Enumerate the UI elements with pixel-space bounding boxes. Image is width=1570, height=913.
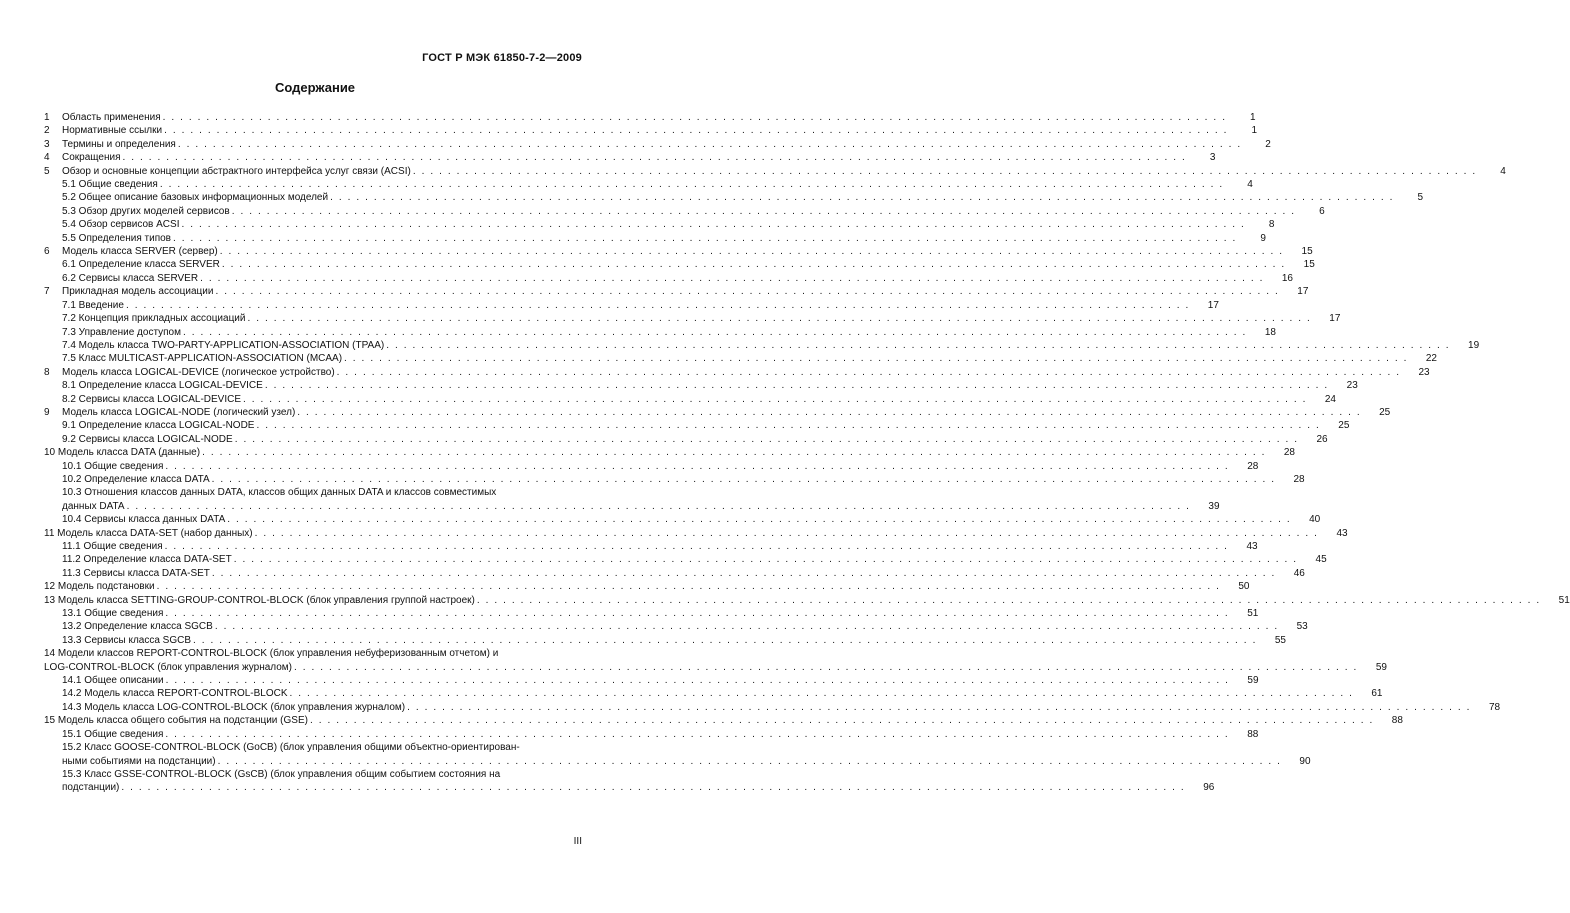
toc-entry-page: 43: [1246, 541, 1258, 552]
toc-entry-title: 5.1 Общие сведения: [62, 179, 158, 191]
toc-dot-leader: [290, 687, 1354, 700]
toc-entry-page: 39: [1208, 500, 1220, 512]
toc-entry-title: 5.4 Обзор сервисов ACSI: [62, 219, 180, 231]
toc-entry[interactable]: [44, 191, 1424, 204]
toc-dot-leader: [255, 527, 1319, 540]
toc-entry-title: 7.5 Класс MULTICAST-APPLICATION-ASSOCIATION (MCAA): [62, 353, 343, 365]
toc-entry[interactable]: [44, 527, 1348, 540]
toc-entry[interactable]: [44, 661, 1387, 674]
page-title: Содержание: [274, 80, 356, 95]
toc-entry-first-line: 15.3 Класс GSSE-CONTROL-BLOCK (GsCB) (блок управления общим событием состояния на: [62, 768, 501, 780]
toc-entry-title: 7.1 Введение: [62, 299, 124, 311]
document-header: ГОСТ Р МЭК 61850-7-2—2009: [422, 52, 582, 64]
toc-entry-title: Нормативные ссылки: [62, 125, 163, 137]
toc-dot-leader: [247, 312, 1311, 325]
toc-entry-title: 9.1 Определение класса LOGICAL-NODE: [62, 420, 255, 432]
toc-entry-title: 13.1 Общие сведения: [62, 608, 164, 620]
toc-dot-leader: [164, 124, 1228, 137]
toc-entry-title: Область применения: [62, 112, 161, 123]
toc-entry[interactable]: [44, 138, 1271, 151]
toc-entry[interactable]: [44, 513, 1321, 526]
toc-entry-title: данных DATA: [62, 500, 125, 512]
toc-entry-page: 88: [1391, 715, 1403, 727]
toc-entry-title: Сокращения: [62, 152, 121, 164]
toc-entry-title: LOG-CONTROL-BLOCK (блок управления журналом): [44, 661, 292, 673]
toc-dot-leader: [165, 460, 1229, 473]
toc-dot-leader: [183, 326, 1247, 339]
toc-dot-leader: [235, 433, 1299, 446]
toc-entry-first-line: 14 Модели классов REPORT-CONTROL-BLOCK (блок управления небуферизованным отчетом) и: [44, 648, 499, 660]
toc-entry-title: 10 Модель класса DATA (данные): [44, 447, 201, 459]
toc-entry[interactable]: [44, 165, 1506, 178]
toc-dot-leader: [193, 634, 1257, 647]
toc-dot-leader: [477, 594, 1541, 607]
toc-dot-leader: [407, 701, 1471, 714]
toc-entry-page: 43: [1336, 527, 1348, 539]
toc-dot-leader: [165, 728, 1229, 741]
toc-entry-number: 1: [44, 112, 50, 123]
toc-dot-leader: [212, 473, 1276, 486]
toc-entry-page: 78: [1488, 701, 1501, 713]
toc-entry-title: 12 Модель подстановки: [44, 581, 155, 593]
toc-entry[interactable]: [44, 580, 1250, 593]
toc-entry-title: Модель класса SERVER (сервер): [62, 246, 218, 258]
toc-entry-title: 7.2 Концепция прикладных ассоциаций: [62, 313, 246, 325]
toc-entry-title: 10.1 Общие сведения: [62, 460, 164, 472]
toc-entry-title: 13 Модель класса SETTING-GROUP-CONTROL-BLOCK (блок управления группой настроек): [44, 594, 475, 606]
toc-dot-leader: [344, 352, 1408, 365]
toc-entry-page: 4: [1500, 165, 1506, 177]
toc-entry-title: 6.1 Определение класса SERVER: [62, 259, 220, 271]
toc-entry-title: 11.2 Определение класса DATA-SET: [62, 554, 232, 566]
toc-dot-leader: [294, 661, 1358, 674]
toc-entry-title: Модель класса LOGICAL-NODE (логический узел): [62, 406, 296, 418]
toc-entry-number: 3: [44, 138, 50, 150]
toc-dot-leader: [173, 232, 1237, 245]
toc-entry[interactable]: [44, 326, 1276, 339]
toc-entry-title: 6.2 Сервисы класса SERVER: [62, 272, 199, 284]
toc-entry-title: 15.1 Общие сведения: [62, 728, 164, 740]
toc-entry[interactable]: [44, 460, 1259, 473]
toc-dot-leader: [126, 299, 1190, 312]
toc-entry[interactable]: [44, 446, 1295, 459]
toc-entry-page: 50: [1238, 581, 1250, 593]
toc-entry[interactable]: [44, 553, 1327, 566]
toc-dot-leader: [337, 366, 1401, 379]
toc-entry-number: 8: [44, 366, 50, 378]
toc-entry-page: 4: [1247, 179, 1253, 191]
toc-dot-leader: [232, 205, 1296, 218]
toc-entry-page: 59: [1247, 675, 1259, 687]
toc-entry[interactable]: [44, 339, 1480, 352]
toc-entry[interactable]: [44, 312, 1341, 325]
toc-dot-leader: [215, 620, 1279, 633]
toc-entry-number: 9: [44, 406, 50, 418]
toc-dot-leader: [121, 781, 1185, 794]
toc-entry[interactable]: [44, 366, 1430, 379]
toc-dot-leader: [181, 218, 1245, 231]
toc-entry[interactable]: [44, 674, 1259, 687]
toc-entry[interactable]: [44, 258, 1315, 271]
toc-entry-page: 25: [1379, 406, 1391, 418]
toc-entry-page: 17: [1329, 313, 1341, 325]
toc-entry-page: 19: [1468, 339, 1480, 351]
toc-entry-number: 7: [44, 286, 50, 298]
toc-entry-page: 45: [1315, 554, 1327, 566]
toc-entry-page: 2: [1265, 138, 1271, 150]
toc-dot-leader: [330, 191, 1394, 204]
toc-entry-page: 17: [1207, 299, 1219, 311]
toc-dot-leader: [166, 674, 1230, 687]
page-number: III: [573, 836, 582, 847]
toc-dot-leader: [202, 446, 1266, 459]
toc-entry-title: 11.3 Сервисы класса DATA-SET: [62, 567, 210, 579]
toc-dot-leader: [227, 513, 1291, 526]
toc-entry-title: 5.5 Определения типов: [62, 232, 171, 244]
toc-entry-title: 10.4 Сервисы класса данных DATA: [62, 514, 226, 526]
toc-dot-leader: [222, 258, 1286, 271]
toc-entry-page: 28: [1247, 460, 1259, 472]
toc-entry-page: 46: [1293, 567, 1305, 579]
toc-entry-title: 11 Модель класса DATA-SET (набор данных): [44, 527, 253, 539]
toc-entry-number: 4: [44, 152, 50, 164]
toc-entry-page: 1: [1250, 112, 1256, 123]
toc-entry-title: 15 Модель класса общего события на подстанции (GSE): [44, 715, 308, 727]
toc-entry[interactable]: [44, 124, 1258, 137]
toc-dot-leader: [310, 714, 1374, 727]
toc-entry-title: 8.2 Сервисы класса LOGICAL-DEVICE: [62, 393, 242, 405]
toc-entry-page: 26: [1316, 433, 1328, 445]
toc-entry-page: 5: [1417, 192, 1424, 204]
toc-entry-page: 22: [1425, 353, 1437, 365]
toc-entry[interactable]: [44, 594, 1570, 607]
toc-entry[interactable]: [44, 352, 1437, 365]
toc-entry-title: Модель класса LOGICAL-DEVICE (логическое устройство): [62, 366, 335, 378]
toc-entry-title: Обзор и основные концепции абстрактного интерфейса услуг связи (ACSI): [62, 165, 411, 177]
toc-dot-leader: [200, 272, 1264, 285]
toc-entry-page: 9: [1260, 232, 1266, 244]
toc-entry[interactable]: [44, 232, 1266, 245]
toc-entry-page: 23: [1418, 366, 1430, 378]
toc-dot-leader: [122, 151, 1186, 164]
toc-entry-title: 5.3 Обзор других моделей сервисов: [62, 205, 230, 217]
toc-entry[interactable]: [44, 419, 1350, 432]
toc-entry-page: 90: [1299, 755, 1311, 767]
toc-entry[interactable]: [44, 151, 1216, 164]
toc-dot-leader: [215, 285, 1279, 298]
toc-entry[interactable]: [44, 687, 1383, 700]
toc-entry-title: 5.2 Общее описание базовых информационных моделей: [62, 192, 329, 204]
toc-entry[interactable]: [44, 567, 1305, 580]
toc-entry[interactable]: [44, 178, 1253, 191]
toc-dot-leader: [297, 406, 1361, 419]
toc-entry-title: подстанции): [62, 782, 120, 794]
toc-entry-title: 9.2 Сервисы класса LOGICAL-NODE: [62, 433, 233, 445]
toc-entry[interactable]: [44, 701, 1501, 714]
toc-entry[interactable]: [44, 473, 1305, 486]
toc-entry-page: 6: [1319, 205, 1325, 217]
toc-entry-page: 24: [1324, 393, 1336, 405]
toc-dot-leader: [256, 419, 1320, 432]
toc-entry[interactable]: [44, 500, 1220, 513]
toc-entry-page: 15: [1301, 246, 1313, 258]
toc-entry-number: 2: [44, 125, 50, 137]
toc-dot-leader: [212, 567, 1276, 580]
toc-entry-page: 61: [1371, 688, 1383, 700]
toc-dot-leader: [243, 393, 1307, 406]
toc-dot-leader: [413, 165, 1477, 178]
toc-entry[interactable]: [44, 245, 1313, 258]
toc-entry-page: 25: [1338, 420, 1350, 432]
toc-entry-page: 51: [1247, 608, 1259, 620]
toc-entry-page: 53: [1296, 621, 1308, 633]
toc-entry[interactable]: [44, 379, 1358, 392]
toc-entry-title: 13.2 Определение класса SGCB: [62, 621, 213, 633]
toc-entry-page: 28: [1293, 473, 1305, 485]
toc-entry-title: ными событиями на подстанции): [62, 755, 216, 767]
toc-dot-leader: [157, 580, 1221, 593]
toc-dot-leader: [127, 500, 1191, 513]
toc-entry-page: 15: [1303, 259, 1315, 271]
toc-entry-page: 96: [1203, 782, 1215, 794]
toc-entry-page: 16: [1281, 272, 1293, 284]
toc-entry-number: 5: [44, 165, 50, 177]
toc-entry-page: 23: [1346, 380, 1358, 392]
toc-entry[interactable]: [44, 393, 1336, 406]
toc-dot-leader: [218, 755, 1282, 768]
toc-entry-title: 11.1 Общие сведения: [62, 541, 163, 552]
toc-entry-number: 6: [44, 246, 50, 258]
toc-entry[interactable]: [44, 111, 1256, 124]
toc-entry-first-line: 10.3 Отношения классов данных DATA, классов общих данных DATA и классов совместимых: [62, 487, 497, 499]
toc-dot-leader: [386, 339, 1450, 352]
toc-entry[interactable]: [44, 285, 1309, 298]
toc-entry[interactable]: [44, 620, 1308, 633]
toc-entry[interactable]: [44, 205, 1325, 218]
toc-entry[interactable]: [44, 728, 1259, 741]
toc-entry[interactable]: [44, 433, 1328, 446]
toc-dot-leader: [165, 607, 1229, 620]
toc-entry-page: 8: [1268, 219, 1275, 231]
toc-entry-page: 28: [1283, 447, 1295, 459]
toc-entry-title: 8.1 Определение класса LOGICAL-DEVICE: [62, 380, 263, 392]
toc-entry-title: 7.3 Управление доступом: [62, 326, 181, 338]
toc-entry[interactable]: [44, 607, 1259, 620]
toc-entry[interactable]: [44, 781, 1215, 794]
toc-entry-title: 7.4 Модель класса TWO-PARTY-APPLICATION-ASSOCIATION (TPAA): [62, 339, 385, 351]
toc-entry[interactable]: [44, 299, 1219, 312]
toc-entry-page: 51: [1558, 594, 1570, 606]
toc-entry-page: 18: [1264, 326, 1276, 338]
toc-entry[interactable]: [44, 755, 1311, 768]
toc-dot-leader: [265, 379, 1329, 392]
toc-entry[interactable]: [44, 272, 1293, 285]
toc-entry-page: 55: [1274, 634, 1286, 646]
toc-entry-page: 88: [1247, 728, 1259, 740]
toc-entry-page: 40: [1309, 514, 1321, 526]
toc-entry[interactable]: [44, 406, 1391, 419]
toc-entry-page: 3: [1209, 152, 1216, 164]
toc-entry-page: 17: [1297, 286, 1309, 298]
toc-dot-leader: [178, 138, 1242, 151]
toc-dot-leader: [220, 245, 1284, 258]
toc-entry-title: 14.1 Общее описании: [62, 675, 164, 687]
toc-entry[interactable]: [44, 634, 1286, 647]
toc-entry-title: 14.3 Модель класса LOG-CONTROL-BLOCK (блок управления журналом): [62, 701, 406, 713]
toc-entry-title: 14.2 Модель класса REPORT-CONTROL-BLOCK: [62, 688, 288, 700]
toc-dot-leader: [234, 553, 1298, 566]
toc-entry-page: 59: [1375, 661, 1387, 673]
toc-entry[interactable]: [44, 540, 1258, 553]
toc-entry-page: 1: [1251, 125, 1258, 137]
toc-entry-first-line: 15.2 Класс GOOSE-CONTROL-BLOCK (GoCB) (блок управления общими объектно-ориентирован-: [62, 742, 520, 754]
toc-dot-leader: [163, 111, 1227, 124]
table-of-contents: [44, 111, 1570, 795]
toc-entry[interactable]: [44, 714, 1403, 727]
toc-dot-leader: [165, 540, 1229, 553]
toc-entry-title: Термины и определения: [62, 138, 176, 150]
toc-entry[interactable]: [44, 218, 1275, 231]
toc-entry-title: 10.2 Определение класса DATA: [62, 473, 210, 485]
toc-entry-title: Прикладная модель ассоциации: [62, 286, 214, 298]
toc-dot-leader: [160, 178, 1224, 191]
toc-entry-title: 13.3 Сервисы класса SGCB: [62, 634, 192, 646]
